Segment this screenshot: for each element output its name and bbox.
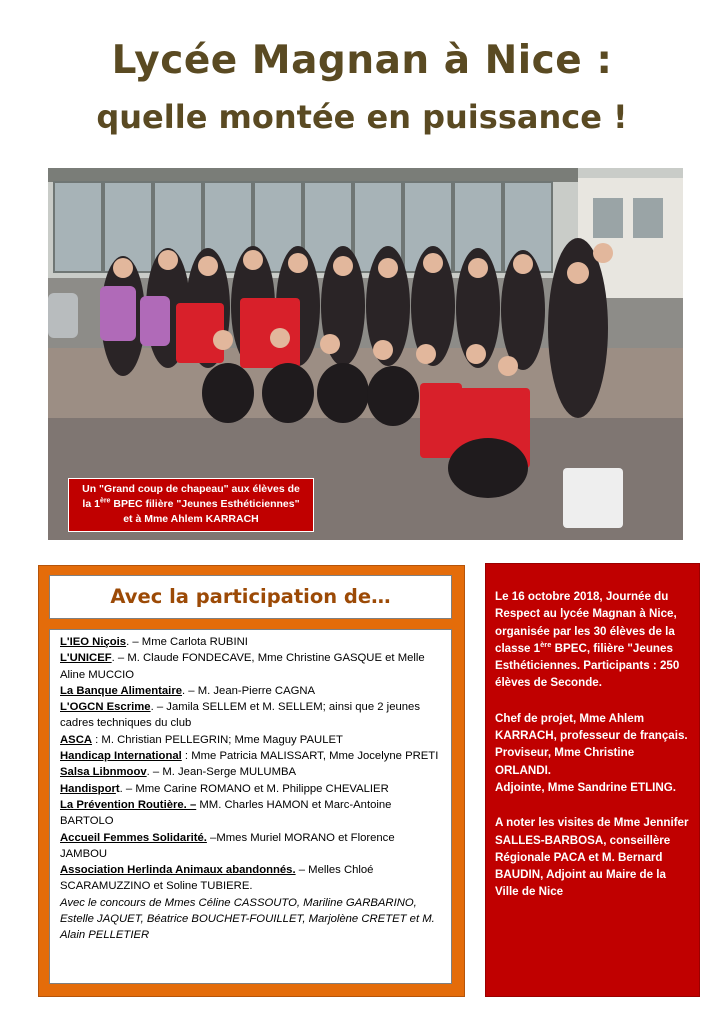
deputy: Adjointe, Mme Sandrine ETLING. xyxy=(495,780,677,794)
org-contacts: : M. Christian PELLEGRIN; Mme Maguy PAULET xyxy=(92,733,343,746)
project-lead: Chef de projet, Mme Ahlem KARRACH, professeur de français. xyxy=(495,711,688,743)
participants-list xyxy=(49,629,452,984)
org-name: Salsa Libnmoov xyxy=(60,766,147,779)
org-name-end: t xyxy=(115,782,120,795)
org-contacts: . – Jamila SELLEM et M. SELLEM; ainsi que 2 jeunes cadres techniques du club xyxy=(60,701,420,730)
org-name: La Banque Alimentaire xyxy=(60,684,182,697)
org-contacts: . – M. Claude FONDECAVE, Mme Christine GASQUE et Melle Aline MUCCIO xyxy=(60,652,425,681)
headline: Lycée Magnan à Nice : xyxy=(111,38,613,83)
org-name: L'IEO Niçois xyxy=(60,636,127,648)
org-contacts: . – M. Jean-Serge MULUMBA xyxy=(146,766,297,779)
caption-line-2-start: la 1 xyxy=(82,498,100,510)
org-name: Accueil Femmes Solidarité. xyxy=(60,831,207,844)
list-item xyxy=(60,732,443,748)
org-contacts: . – Mme Carine ROMANO et M. Philippe CHEVALIER xyxy=(119,782,389,795)
org-contacts: : Mme Patricia MALISSART, Mme Jocelyne PRETI xyxy=(181,750,439,763)
caption-line-3: et à Mme Ahlem KARRACH xyxy=(123,513,259,525)
staff-info xyxy=(495,710,691,796)
list-item xyxy=(60,830,443,863)
list-item xyxy=(60,683,443,699)
org-name: Association Herlinda Animaux abandonnés. xyxy=(60,864,296,877)
org-name: L'UNICEF xyxy=(60,652,112,665)
subheadline: quelle montée en puissance ! xyxy=(96,98,628,136)
org-contacts: – Melles Chloé SCARAMUZZINO et Soline TUBIERE. xyxy=(60,864,374,893)
caption-line-2-end: BPEC filière "Jeunes Esthéticiennes" xyxy=(110,498,300,510)
list-item xyxy=(60,699,443,732)
event-summary xyxy=(495,588,691,692)
event-info-panel xyxy=(485,563,700,997)
org-contacts: . – Mme Carlota RUBINI xyxy=(126,636,248,648)
participation-panel xyxy=(38,565,465,997)
org-name: ASCA xyxy=(60,733,93,746)
acknowledgement-note: Avec le concours de Mmes Céline CASSOUTO, Mariline GARBARINO, Estelle JAQUET, Béatrice BOUCHET-FOUILLET, Marjolène CRETET et M. Alain PELLETIER xyxy=(60,896,435,942)
list-item xyxy=(60,781,443,797)
list-item xyxy=(60,650,443,683)
event-summary-start: Le 16 octobre 2018, Journée du Respect au lycée Magnan à Nice, organisée par les 30 élèves de la classe 1 xyxy=(495,590,677,655)
participation-heading: Avec la participation de… xyxy=(49,575,452,619)
visitors-note: A noter les visites de Mme Jennifer SALLES-BARBOSA, conseillère Régionale PACA et M. Bernard BAUDIN, Adjoint au Maire de la Ville de Nice xyxy=(495,816,689,899)
caption-line-2 xyxy=(69,497,313,512)
list-item xyxy=(60,862,443,895)
list-item xyxy=(60,797,443,830)
event-summary-superscript: ère xyxy=(540,640,552,650)
org-name: Handispor xyxy=(60,782,116,795)
org-contacts: –Mmes Muriel MORANO et Florence JAMBOU xyxy=(60,831,395,860)
principal: Proviseur, Mme Christine ORLANDI. xyxy=(495,746,635,777)
event-summary-end: BPEC, filière "Jeunes Esthéticiennes. Participants : 250 élèves de Seconde. xyxy=(495,641,680,690)
org-name: La Prévention Routière. – xyxy=(60,798,197,811)
org-name: Handicap International xyxy=(60,750,182,763)
org-contacts: MM. Charles HAMON et Marc-Antoine BARTOLO xyxy=(60,798,392,828)
list-item xyxy=(60,764,443,780)
org-name: L'OGCN Escrime xyxy=(60,701,151,714)
list-item xyxy=(60,634,443,650)
photo-caption xyxy=(68,478,314,532)
org-contacts: . – M. Jean-Pierre CAGNA xyxy=(182,684,316,697)
caption-superscript: ère xyxy=(99,497,111,505)
caption-line-1: Un "Grand coup de chapeau" aux élèves de xyxy=(82,483,300,495)
list-item xyxy=(60,748,443,764)
